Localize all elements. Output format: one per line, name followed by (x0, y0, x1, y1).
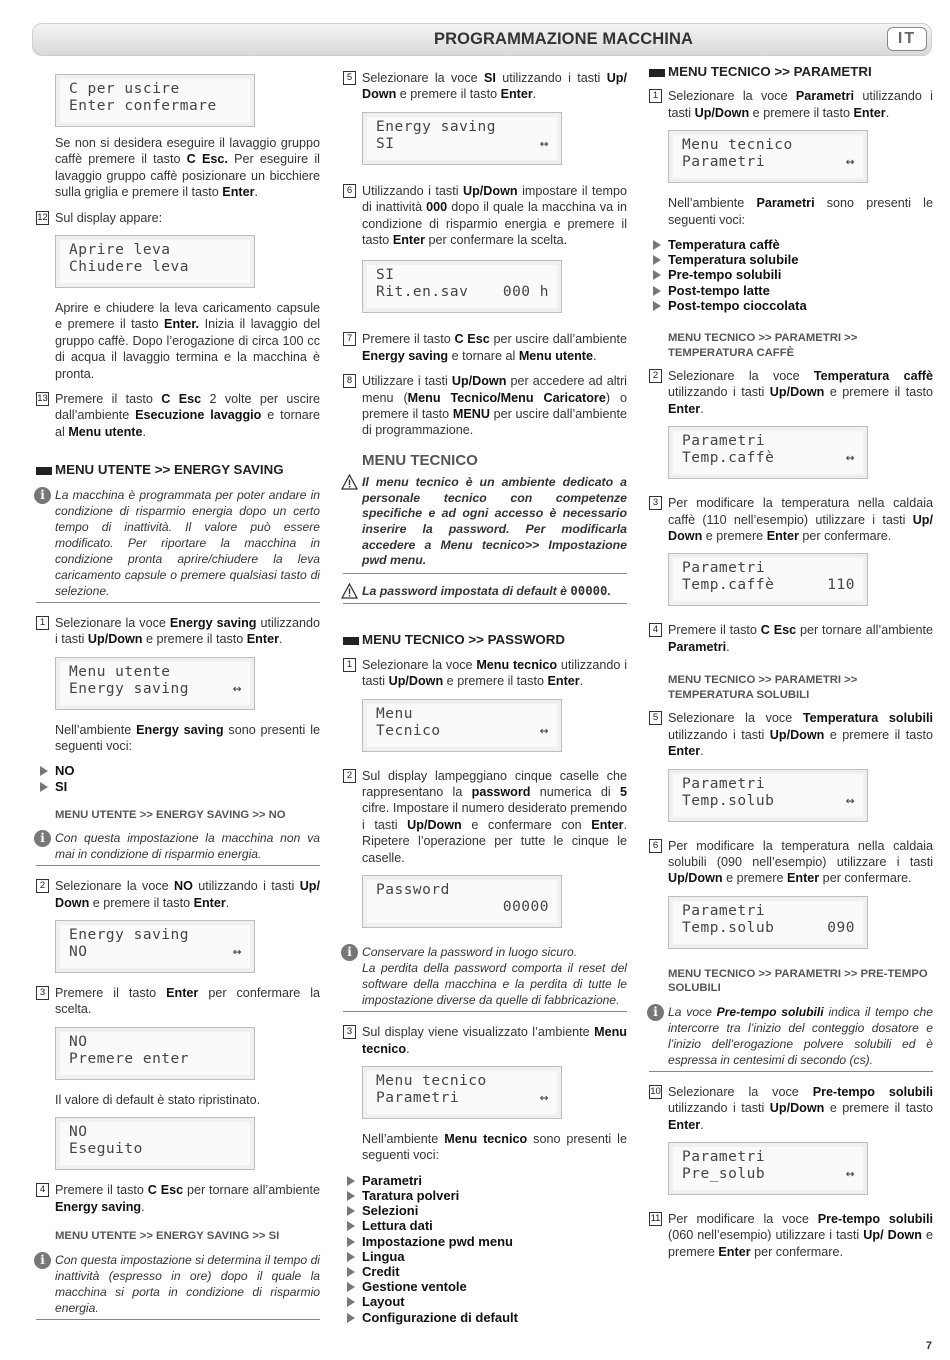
info-icon: i (647, 1004, 664, 1021)
step-7: 7 Premere il tasto C Esc per uscire dall’ambiente Energy saving e tornare al Menu utente. (343, 331, 627, 364)
step-12: 12 Sul display appare: (37, 210, 163, 225)
list-item: Temperatura solubile (653, 252, 933, 267)
step-3: 3 Per modificare la temperatura nella caldaia caffè (110 nell’esempio) utilizzare i tasti Up/ Down e premere Enter per confermare. (649, 495, 933, 544)
list-item: SI (40, 779, 320, 794)
info-note: i La macchina è programmata per poter andare in condizione di risparmio energia dopo un certo tempo di inattività. Il valore può essere modificato. Per riportare la macchina in condizione pronta aprire/chiudere la leva caricamento capsule o premere qualsiasi tasto di selezione. (36, 487, 320, 603)
paragraph: Nell’ambiente Energy saving sono presenti le seguenti voci: (55, 722, 320, 753)
language-badge: IT (887, 27, 927, 51)
up-down-arrow-icon: ↔ (539, 1089, 549, 1106)
subsection-heading: MENU TECNICO >> PARAMETRI >> PRE-TEMPO SOLUBILI (668, 967, 928, 995)
paragraph: Il valore di default è stato ripristinato. (55, 1092, 261, 1107)
info-icon: i (34, 1252, 51, 1269)
step-13: 13 Premere il tasto C Esc 2 volte per uscire dall’ambiente Esecuzione lavaggio e tornare al Menu utente. (37, 392, 320, 439)
list-item: Configurazione di default (347, 1310, 627, 1325)
list-item: Post-tempo latte (653, 283, 933, 298)
section-title: MENU TECNICO (362, 451, 478, 469)
lcd-display: Energy saving SI ↔ (362, 112, 562, 165)
section-heading: MENU UTENTE >> ENERGY SAVING (36, 462, 320, 478)
subsection-heading: MENU TECNICO >> PARAMETRI >> TEMPERATURA SOLUBILI (668, 674, 858, 701)
lcd-display: C per uscire Enter confermare (55, 74, 255, 127)
options-list (40, 763, 320, 793)
step-1: 1 Selezionare la voce Menu tecnico utilizzando i tasti Up/Down e premere il tasto Enter. (343, 657, 627, 690)
info-note: i Con questa impostazione si determina il tempo di inattività (espresso in ore) dopo il quale la macchina si porta in condizione di risparmio energia. (36, 1252, 320, 1320)
up-down-arrow-icon: ↔ (539, 135, 549, 152)
lcd-display: NO Eseguito (55, 1117, 255, 1170)
step-10: 10 Selezionare la voce Pre-tempo solubili utilizzando i tasti Up/Down e premere il tasto Enter. (650, 1084, 933, 1132)
info-note: i La voce Pre-tempo solubili indica il tempo che intercorre tra l’inizio del conteggio dosatore e l’inizio dell’erogazione polvere solubili ed è espressa in centesimi di secondo (cs). (649, 1004, 933, 1072)
lcd-display: Parametri Temp.caffè 110 (668, 553, 868, 606)
step-11: 11 Per modificare la voce Pre-tempo solubili (060 nell’esempio) utilizzare i tasti Up/ Down e premere Enter per confermare. (650, 1211, 934, 1259)
list-item: Credit (347, 1264, 627, 1279)
list-item: NO (40, 763, 320, 778)
lcd-display: NO Premere enter (55, 1027, 255, 1080)
paragraph: Se non si desidera eseguire il lavaggio gruppo caffè premere il tasto C Esc. Per eseguire il lavaggio gruppo caffè posizionare un bicchiere sulla griglia e premere il tasto Enter. (55, 136, 320, 200)
paragraph: Aprire e chiudere la leva caricamento capsule e premere il tasto Enter. Inizia il lavaggio del gruppo caffè. Dopo l’erogazione di circa 100 cc di acqua il lavaggio termina e la macchina è pronta. (55, 301, 320, 381)
up-down-arrow-icon: ↔ (845, 1165, 855, 1182)
lcd-display: SI Rit.en.sav 000 h (362, 260, 562, 313)
lcd-display: Aprire leva Chiudere leva (55, 235, 255, 288)
lcd-display: Menu tecnico Parametri ↔ (362, 1066, 562, 1119)
list-item: Temperatura caffè (653, 237, 933, 252)
subsection-heading: MENU UTENTE >> ENERGY SAVING >> NO (55, 808, 286, 821)
warning-note: Il menu tecnico è un ambiente dedicato a personale tecnico con competenze specifiche e ad ogni accesso è necessario inserire la password. Per modificarla accedere a Menu tecnico>> Impostazione pwd menu. (343, 475, 627, 574)
step-5: 5 Selezionare la voce Temperatura solubili utilizzando i tasti Up/Down e premere il tasto Enter. (649, 710, 933, 759)
up-down-arrow-icon: ↔ (845, 450, 855, 467)
lcd-display: Password 00000 (362, 875, 562, 928)
step-4: 4 Premere il tasto C Esc per tornare all’ambiente Energy saving. (36, 1182, 320, 1215)
list-item: Post-tempo cioccolata (653, 298, 933, 313)
warning-note: La password impostata di default è 00000. (343, 584, 627, 605)
lcd-display: Energy saving NO ↔ (55, 920, 255, 973)
step-2: 2 Sul display lampeggiano cinque caselle che rappresentano la password numerica di 5 cifre. Impostare il numero desiderato premendo i tasti Up/Down e confermare con Enter. Ripetere l’operazione per tutte le cinque le caselle. (343, 768, 627, 866)
lcd-display: Menu Tecnico ↔ (362, 699, 562, 752)
list-item: Pre-tempo solubili (653, 267, 933, 282)
page-title: PROGRAMMAZIONE MACCHINA (434, 30, 693, 48)
up-down-arrow-icon: ↔ (845, 792, 855, 809)
paragraph: Nell’ambiente Parametri sono presenti le seguenti voci: (668, 196, 933, 227)
info-note: i Con questa impostazione la macchina non va mai in condizione di risparmio energia. (36, 830, 320, 866)
list-item: Lettura dati (347, 1218, 627, 1233)
info-icon: i (341, 944, 358, 961)
lcd-display: Parametri Temp.solub 090 (668, 896, 868, 949)
paragraph: Nell’ambiente Menu tecnico sono presenti le seguenti voci: (362, 1131, 627, 1163)
warning-icon (341, 474, 358, 490)
step-3: 3 Sul display viene visualizzato l’ambiente Menu tecnico. (343, 1024, 627, 1057)
section-heading: MENU TECNICO >> PARAMETRI (649, 64, 933, 80)
lcd-display: Parametri Pre_solub ↔ (668, 1142, 868, 1195)
list-item: Layout (347, 1294, 627, 1309)
info-note: i Conservare la password in luogo sicuro. La perdita della password comporta il reset del software della macchina e la perdita di tutte le impostazione diverse da quelle di fabbricazione. (343, 944, 627, 1012)
up-down-arrow-icon: ↔ (845, 154, 855, 171)
info-icon: i (34, 830, 51, 847)
step-8: 8 Utilizzare i tasti Up/Down per accedere ad altri menu (Menu Tecnico/Menu Caricatore) o premere il tasto MENU per uscire dall’ambiente di programmazione. (343, 373, 627, 439)
column-1 (36, 64, 320, 1332)
step-1: 1 Selezionare la voce Energy saving utilizzando i tasti Up/Down e premere il tasto Enter. (36, 615, 320, 648)
lcd-display: Parametri Temp.solub ↔ (668, 769, 868, 822)
page-number: 7 (925, 1340, 932, 1352)
list-item: Taratura polveri (347, 1188, 627, 1203)
step-4: 4 Premere il tasto C Esc per tornare all’ambiente Parametri. (649, 622, 933, 655)
up-down-arrow-icon: ↔ (232, 944, 242, 961)
up-down-arrow-icon: ↔ (539, 722, 549, 739)
step-1: 1 Selezionare la voce Parametri utilizzando i tasti Up/Down e premere il tasto Enter. (649, 88, 933, 121)
step-6: 6 Utilizzando i tasti Up/Down impostare il tempo di inattività 000 dopo il quale la macchina va in condizione di risparmio energia e premere il tasto Enter per confermare la scelta. (343, 183, 627, 249)
list-item: Selezioni (347, 1203, 627, 1218)
column-2 (343, 64, 627, 1333)
list-item: Impostazione pwd menu (347, 1234, 627, 1249)
lcd-display: Parametri Temp.caffè ↔ (668, 426, 868, 479)
options-list (653, 237, 933, 313)
options-list (347, 1173, 627, 1325)
step-6: 6 Per modificare la temperatura nella caldaia solubili (090 nell’esempio) utilizzare i tasti Up/Down e premere Enter per confermare. (649, 838, 933, 887)
step-2: 2 Selezionare la voce NO utilizzando i tasti Up/ Down e premere il tasto Enter. (36, 878, 320, 911)
list-item: Parametri (347, 1173, 627, 1188)
section-heading: MENU TECNICO >> PASSWORD (343, 632, 627, 648)
step-3: 3 Premere il tasto Enter per confermare la scelta. (36, 985, 320, 1018)
list-item: Lingua (347, 1249, 627, 1264)
subsection-heading: MENU UTENTE >> ENERGY SAVING >> SI (55, 1230, 280, 1243)
step-2: 2 Selezionare la voce Temperatura caffè utilizzando i tasti Up/Down e premere il tasto Enter. (649, 368, 933, 417)
up-down-arrow-icon: ↔ (232, 680, 242, 697)
warning-icon (341, 583, 358, 599)
page-header (32, 23, 932, 56)
subsection-heading: MENU TECNICO >> PARAMETRI >> TEMPERATURA CAFFÈ (668, 332, 858, 359)
column-3 (649, 64, 933, 1269)
lcd-display: Menu tecnico Parametri ↔ (668, 130, 868, 183)
step-5: 5 Selezionare la voce SI utilizzando i tasti Up/ Down e premere il tasto Enter. (343, 70, 627, 103)
list-item: Gestione ventole (347, 1279, 627, 1294)
lcd-display: Menu utente Energy saving ↔ (55, 657, 255, 710)
info-icon: i (34, 487, 51, 504)
